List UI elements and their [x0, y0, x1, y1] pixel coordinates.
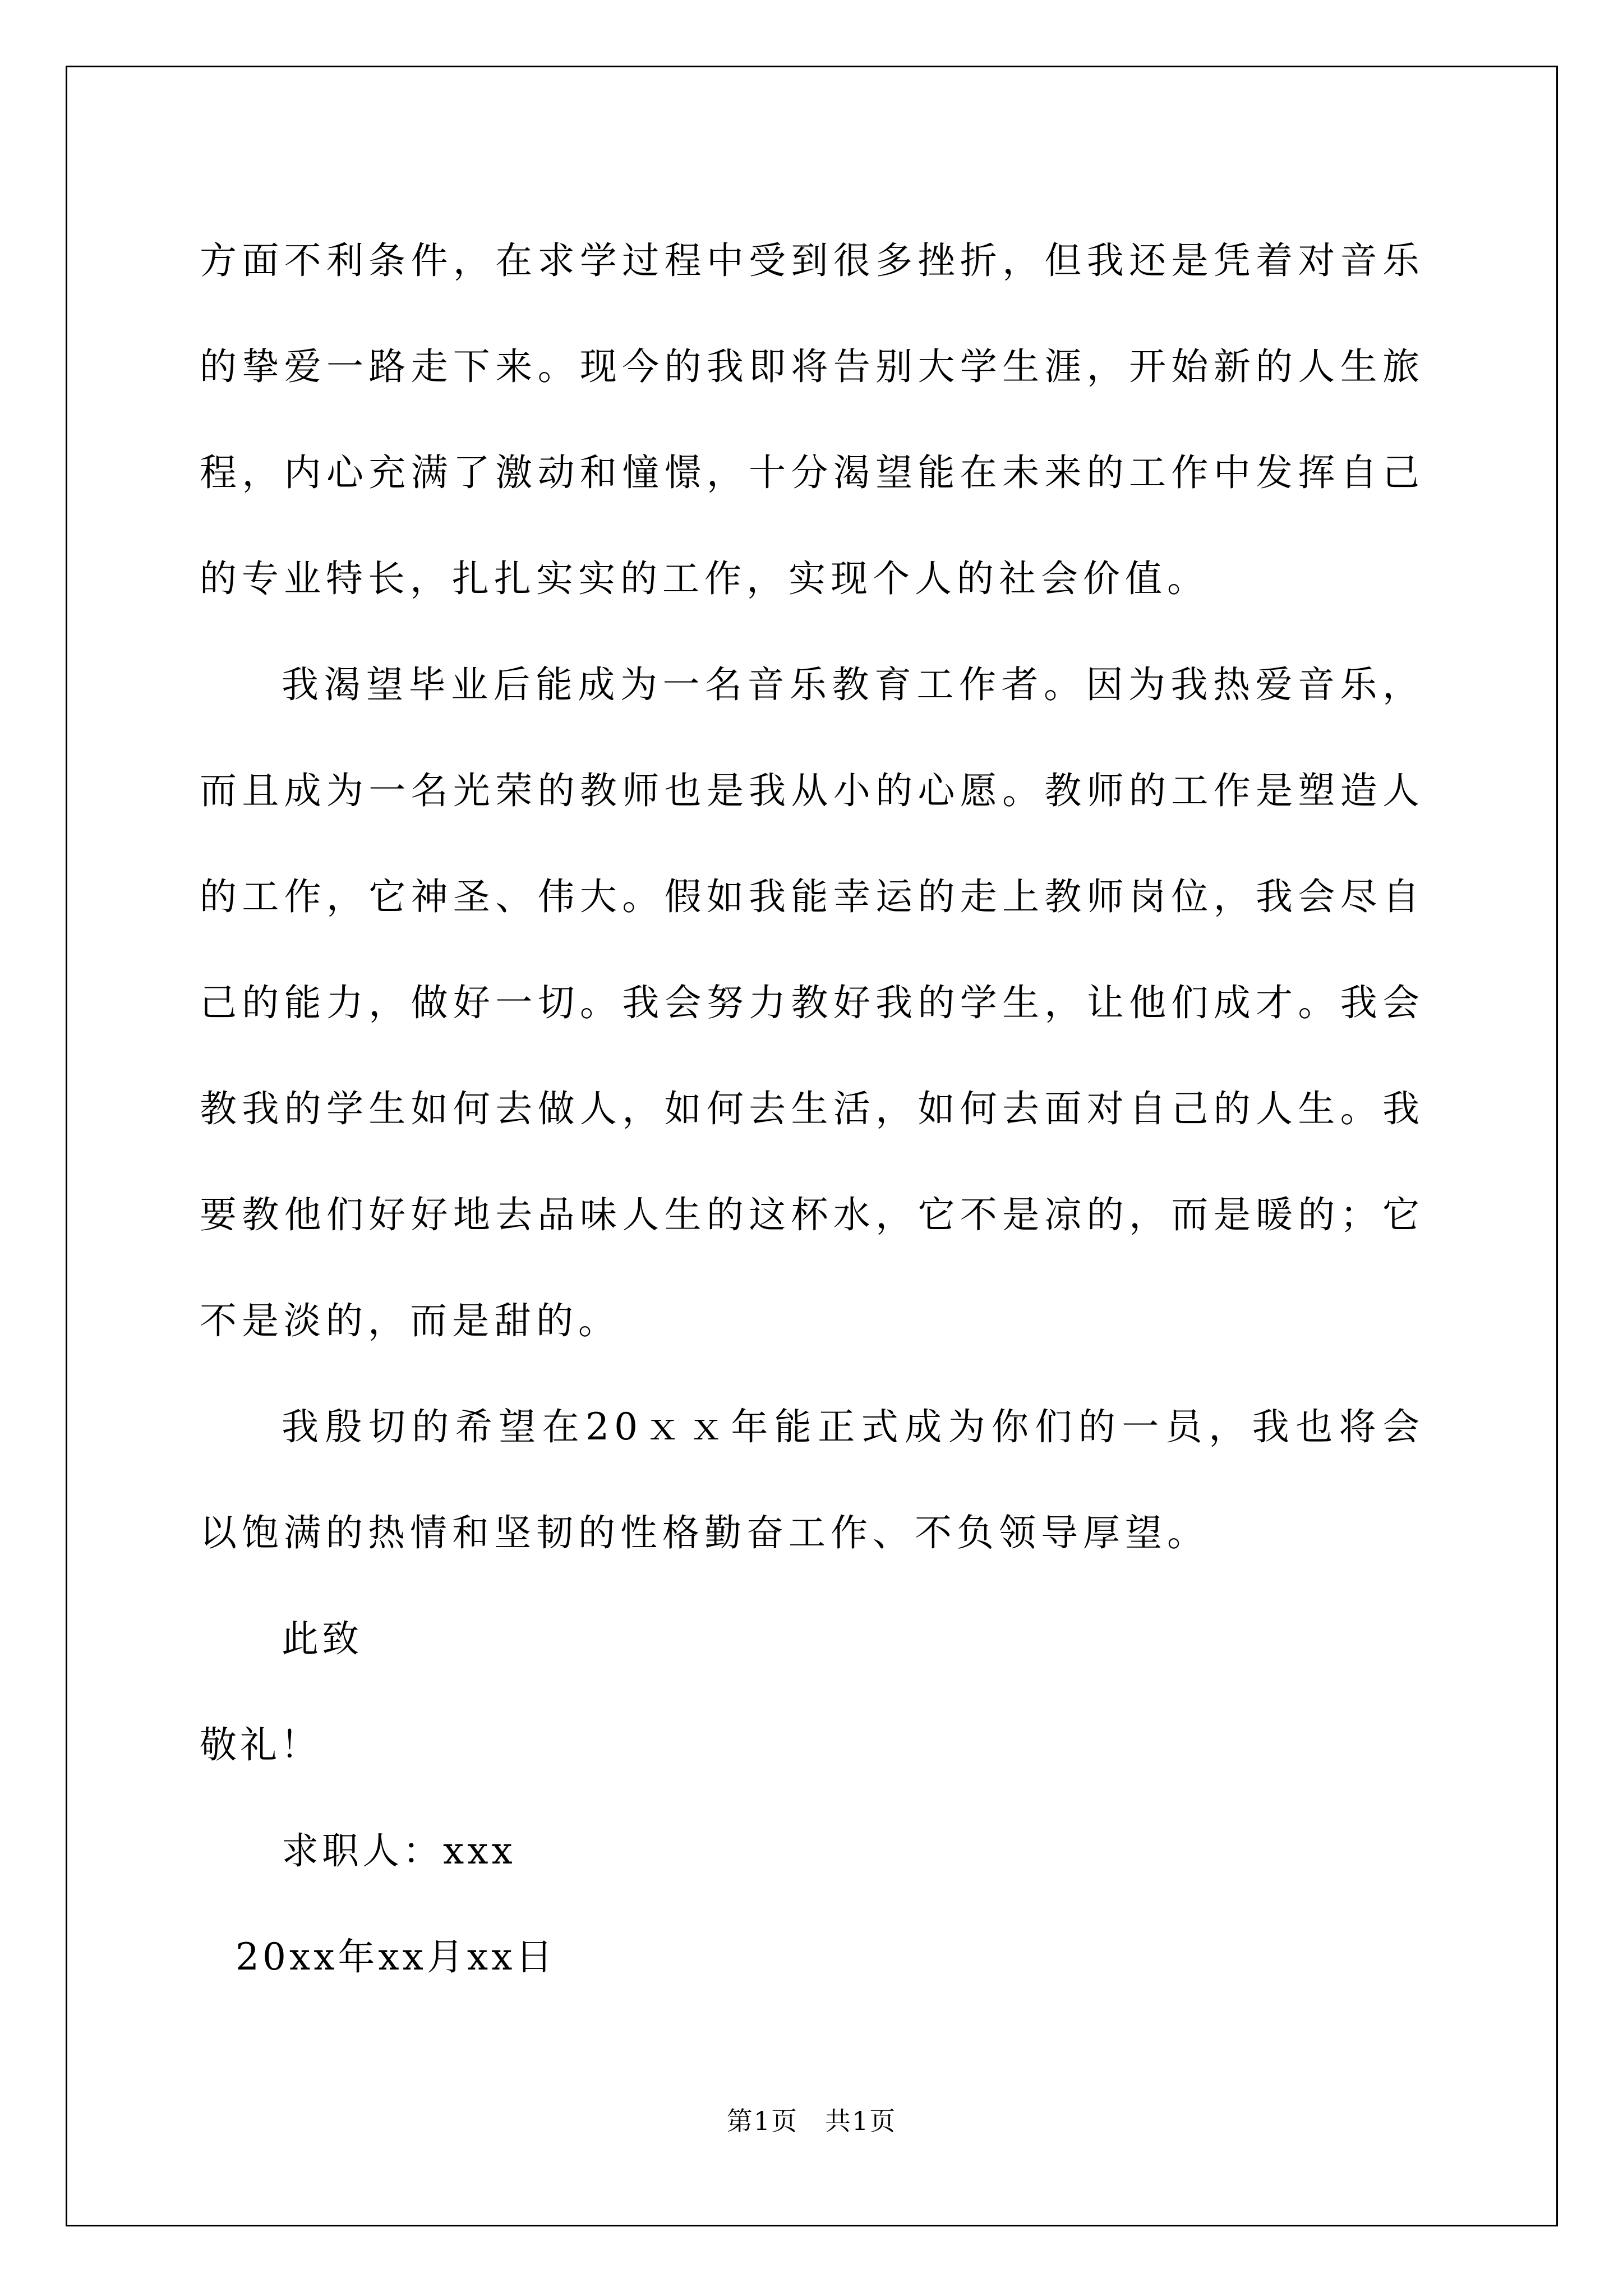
salute-text: 敬礼！ [200, 1723, 321, 1766]
signature-text: 求职人：xxx [282, 1829, 516, 1872]
date-text: 20xx年xx月xx日 [236, 1935, 556, 1978]
paragraph-3: 我殷切的希望在20ｘｘ年能正式成为你们的一员，我也将会以饱满的热情和坚韧的性格勤奋工作、不负领导厚望。 [200, 1405, 1424, 1554]
paragraph-1: 方面不利条件，在求学过程中受到很多挫折，但我还是凭着对音乐的挚爱一路走下来。现今的我即将告别大学生涯，开始新的人生旅程，内心充满了激动和憧憬，十分渴望能在未来的工作中发挥自己的专业特长，扎扎实实的工作，实现个人的社会价值。 [200, 239, 1424, 600]
page-footer: 第1页 共1页 [726, 2106, 897, 2136]
closing-text: 此致 [282, 1617, 362, 1660]
paragraph-2: 我渴望毕业后能成为一名音乐教育工作者。因为我热爱音乐，而且成为一名光荣的教师也是我从小的心愿。教师的工作是塑造人的工作，它神圣、伟大。假如我能幸运的走上教师岗位，我会尽自己的能力，做好一切。我会努力教好我的学生，让他们成才。我会教我的学生如何去做人，如何去生活，如何去面对自己的人生。我要教他们好好地去品味人生的这杯水，它不是凉的，而是暖的；它不是淡的，而是甜的。 [200, 663, 1424, 1342]
letter-body [200, 208, 1424, 2010]
